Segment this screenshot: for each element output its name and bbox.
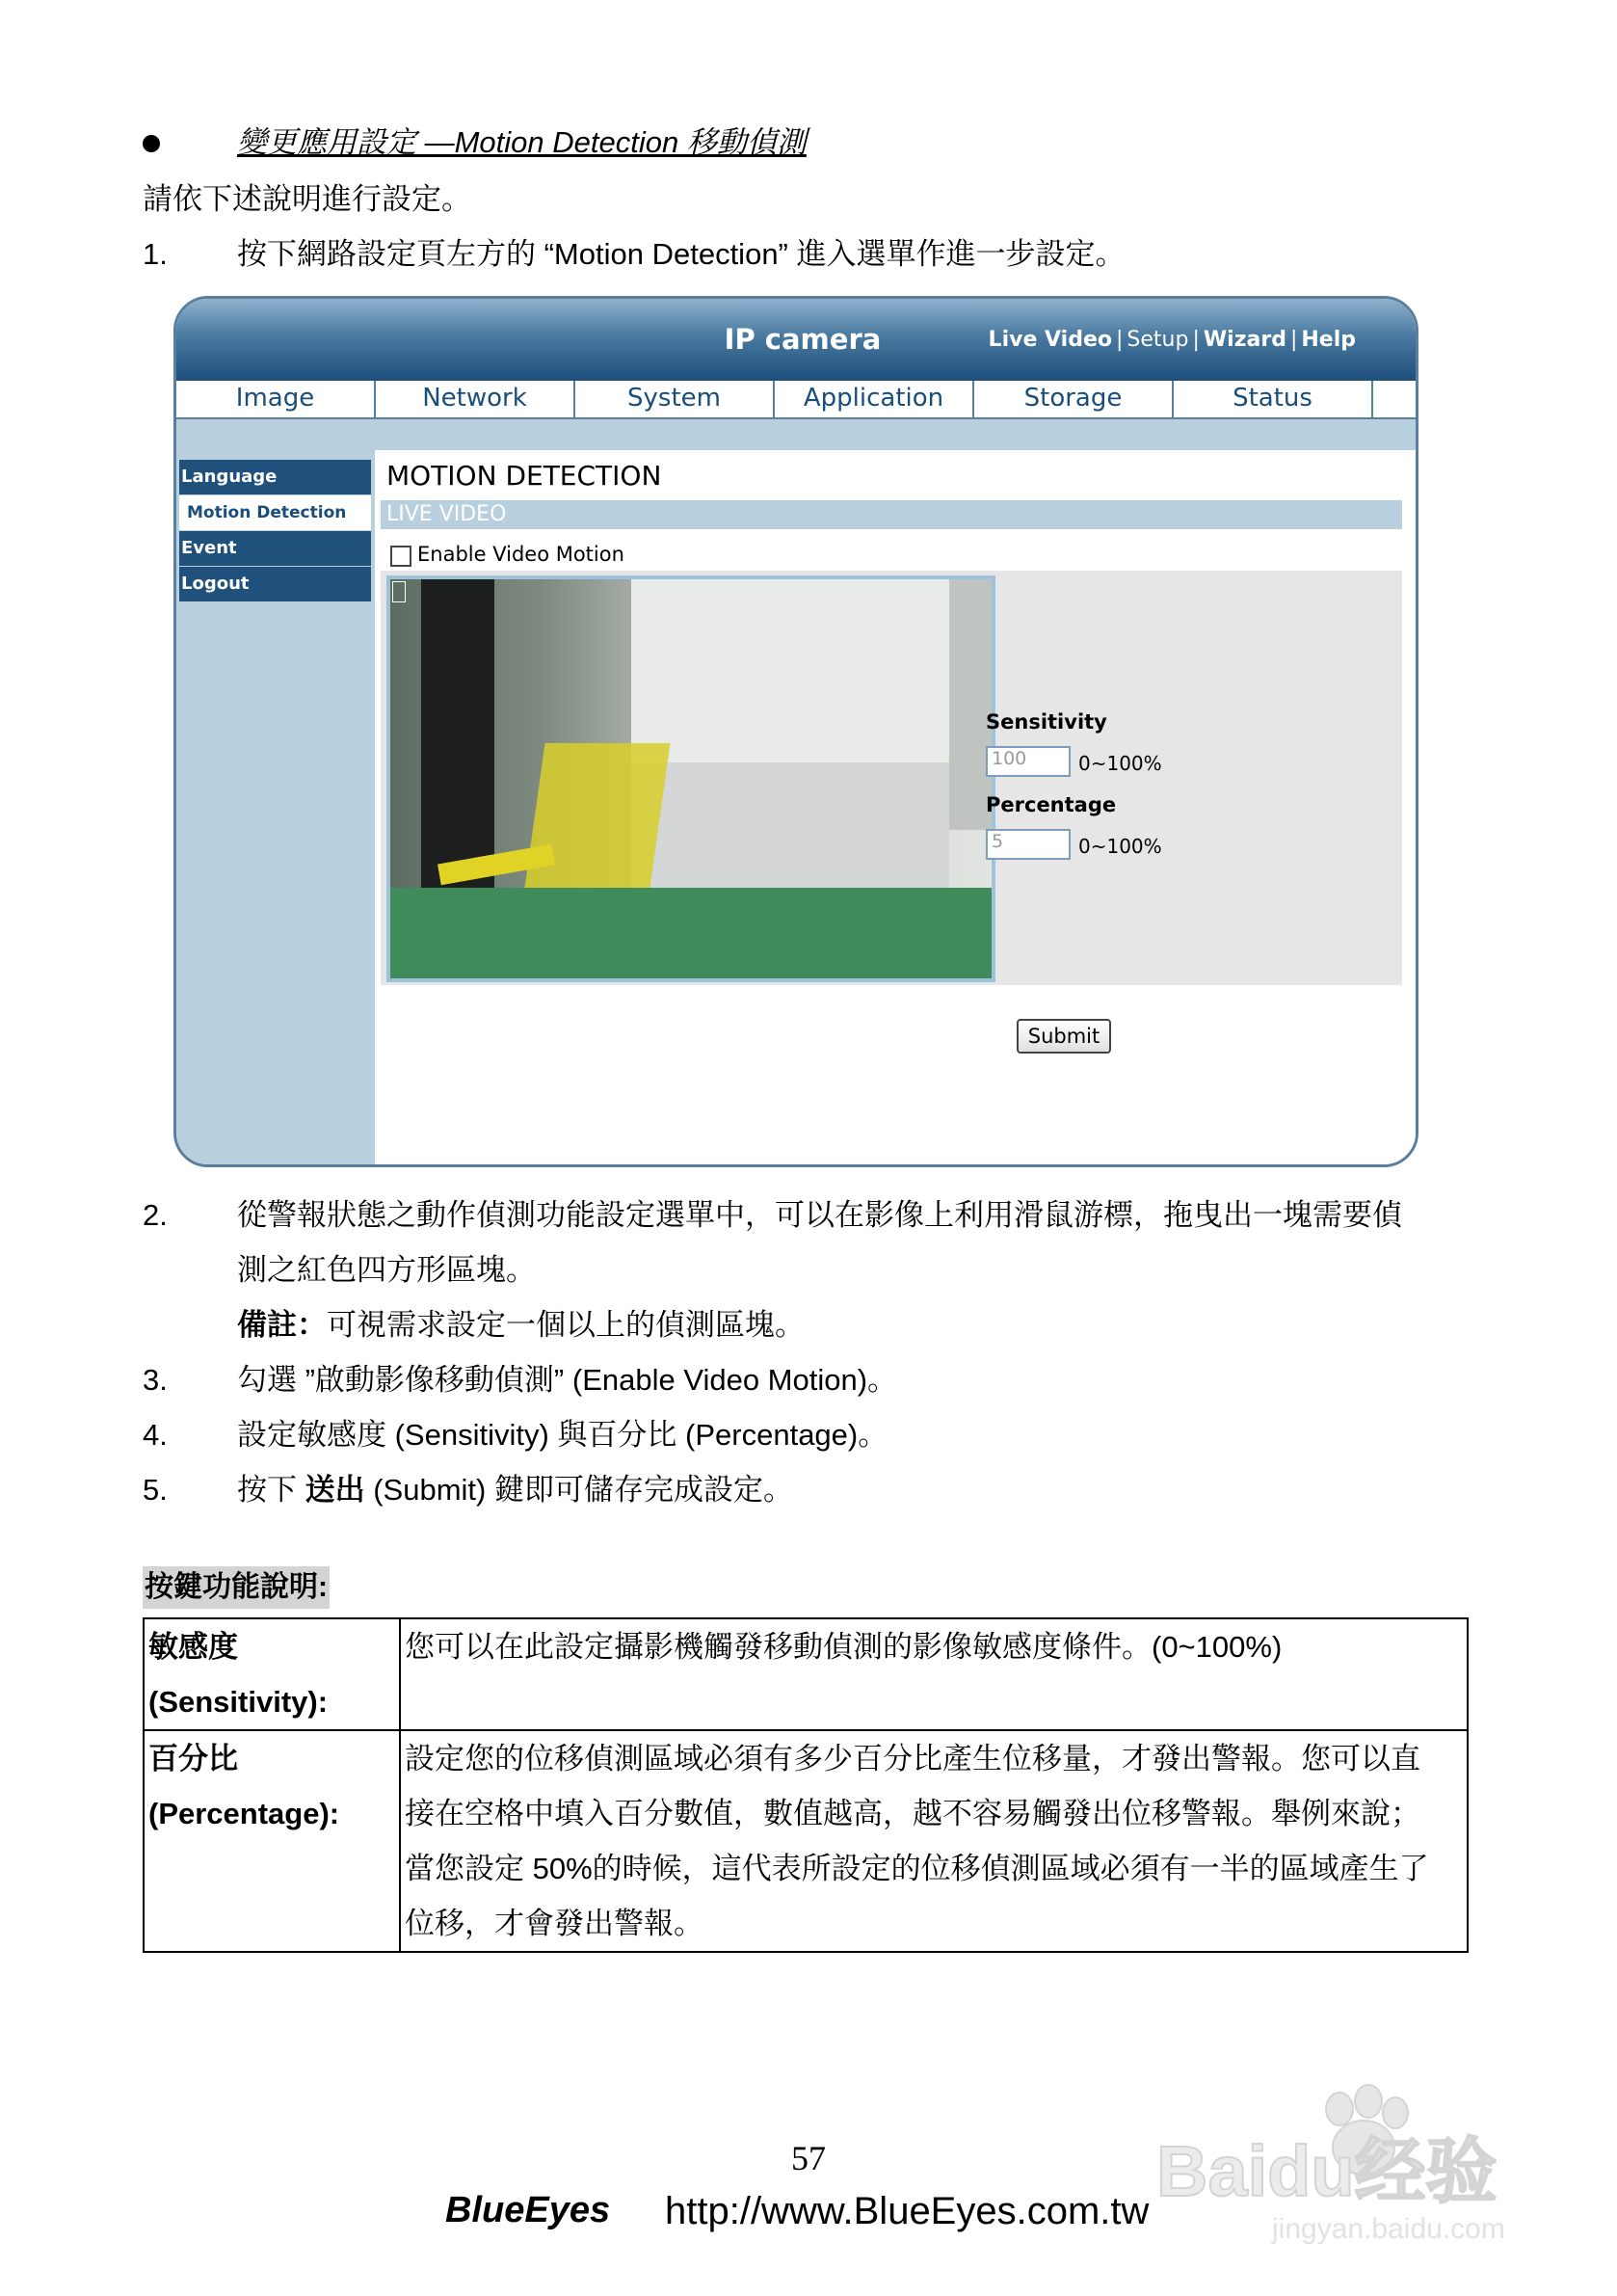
watermark-subtext: jingyan.baidu.com bbox=[1272, 2213, 1505, 2245]
key-english: (Sensitivity): bbox=[148, 1685, 329, 1719]
sidebar-item-language[interactable]: Language bbox=[179, 460, 371, 494]
desc-line: 接在空格中填入百分數值，數值越高，越不容易觸發出位移警報。舉例來說； bbox=[405, 1797, 1420, 1830]
intro-text: 請依下述說明進行設定。 bbox=[143, 182, 471, 216]
key-name: 百分比 bbox=[148, 1742, 238, 1775]
camera-main-panel bbox=[375, 450, 1416, 1164]
video-corner-marker bbox=[392, 581, 406, 602]
sidebar-item-event[interactable]: Event bbox=[179, 531, 371, 566]
enable-video-motion-label: Enable Video Motion bbox=[417, 543, 624, 566]
key-functions-table bbox=[143, 1617, 1469, 1953]
camera-title: IP camera bbox=[724, 323, 882, 356]
step-2-text-line1: 從警報狀態之動作偵測功能設定選單中，可以在影像上利用滑鼠游標，拖曳出一塊需要偵 bbox=[237, 1198, 1402, 1232]
submit-button[interactable]: Submit bbox=[1017, 1019, 1111, 1054]
tab-application[interactable]: Application bbox=[775, 381, 974, 417]
note-label: 備註： bbox=[237, 1308, 327, 1342]
sensitivity-label: Sensitivity bbox=[986, 710, 1107, 734]
step-4-text: 設定敏感度 (Sensitivity) 與百分比 (Percentage)。 bbox=[237, 1418, 888, 1452]
step-4-number: 4. bbox=[143, 1418, 168, 1452]
tab-status[interactable]: Status bbox=[1174, 381, 1373, 417]
video-wall-edge bbox=[949, 579, 992, 830]
step-2-note bbox=[237, 1297, 805, 1352]
note-text: 可視需求設定一個以上的偵測區塊。 bbox=[327, 1308, 805, 1342]
website-url: http://www.BlueEyes.com.tw bbox=[665, 2190, 1150, 2232]
brand-logo: BlueEyes bbox=[445, 2190, 611, 2230]
sensitivity-input[interactable]: 100 bbox=[986, 746, 1071, 777]
percentage-range: 0~100% bbox=[1078, 835, 1162, 858]
step-5-bold: 送出 bbox=[305, 1473, 365, 1507]
key-functions-title: 按鍵功能說明: bbox=[143, 1566, 330, 1609]
table-row bbox=[144, 1730, 1468, 1952]
tab-underline-strip bbox=[176, 419, 1416, 450]
table-desc-cell bbox=[400, 1730, 1468, 1952]
live-video-feed[interactable] bbox=[386, 575, 995, 982]
setup-link[interactable]: Setup bbox=[1127, 328, 1189, 352]
watermark-text: Baidu经验 bbox=[1156, 2131, 1498, 2211]
desc-line: 您可以在此設定攝影機觸發移動偵測的影像敏感度條件。(0~100%) bbox=[405, 1630, 1283, 1664]
live-video-link[interactable]: Live Video bbox=[988, 328, 1112, 352]
tab-system[interactable]: System bbox=[575, 381, 775, 417]
step-5-post: (Submit) 鍵即可儲存完成設定。 bbox=[364, 1473, 793, 1507]
sidebar-item-motion-detection[interactable]: Motion Detection bbox=[179, 495, 371, 530]
key-english: (Percentage): bbox=[148, 1797, 340, 1830]
video-green-surface bbox=[390, 888, 992, 978]
sidebar-item-logout[interactable]: Logout bbox=[179, 567, 371, 601]
step-3-number: 3. bbox=[143, 1363, 168, 1397]
step-1-text: 按下網路設定頁左方的 “Motion Detection” 進入選單作進一步設定。 bbox=[237, 237, 1126, 271]
step-5-pre: 按下 bbox=[237, 1473, 305, 1507]
step-2-text-line2: 測之紅色四方形區塊。 bbox=[237, 1253, 536, 1287]
camera-top-links: Live Video | Setup | Wizard | Help bbox=[988, 328, 1356, 352]
tab-image[interactable]: Image bbox=[176, 381, 376, 417]
section-heading: 變更應用設定 —Motion Detection 移動偵測 bbox=[237, 125, 807, 159]
desc-line: 當您設定 50%的時候，這代表所設定的位移偵測區域必須有一半的區域產生了 bbox=[405, 1852, 1429, 1885]
percentage-label: Percentage bbox=[986, 793, 1117, 816]
motion-detection-title: MOTION DETECTION bbox=[386, 460, 662, 492]
step-3-text: 勾選 ”啟動影像移動偵測” (Enable Video Motion)。 bbox=[237, 1363, 898, 1397]
enable-video-motion-checkbox[interactable] bbox=[390, 546, 411, 567]
live-video-bar bbox=[381, 500, 1402, 529]
page-number: 57 bbox=[791, 2139, 826, 2177]
bullet-dot bbox=[143, 135, 160, 152]
tab-network[interactable]: Network bbox=[376, 381, 575, 417]
baidu-watermark-logo bbox=[1147, 2072, 1532, 2246]
step-2-number: 2. bbox=[143, 1198, 168, 1232]
table-desc-cell bbox=[400, 1618, 1468, 1730]
video-paper bbox=[631, 762, 949, 907]
table-key-cell bbox=[144, 1618, 400, 1730]
desc-line: 設定您的位移偵測區域必須有多少百分比產生位移量，才發出警報。您可以直 bbox=[405, 1742, 1420, 1775]
live-video-label: LIVE VIDEO bbox=[386, 502, 507, 526]
tab-storage[interactable]: Storage bbox=[974, 381, 1174, 417]
key-name: 敏感度 bbox=[148, 1630, 238, 1664]
camera-ui-screenshot bbox=[173, 296, 1418, 1167]
step-5-number: 5. bbox=[143, 1473, 168, 1507]
table-row bbox=[144, 1618, 1468, 1730]
camera-sidebar bbox=[176, 450, 375, 1164]
sensitivity-range: 0~100% bbox=[1078, 752, 1162, 775]
step-1-number: 1. bbox=[143, 237, 168, 271]
percentage-input[interactable]: 5 bbox=[986, 829, 1071, 860]
desc-line: 位移，才會發出警報。 bbox=[405, 1907, 703, 1940]
video-dark-object bbox=[421, 579, 494, 888]
camera-tab-bar bbox=[176, 381, 1416, 419]
step-5-text bbox=[237, 1462, 793, 1517]
wizard-link[interactable]: Wizard bbox=[1203, 328, 1286, 352]
table-key-cell bbox=[144, 1730, 400, 1952]
help-link[interactable]: Help bbox=[1301, 328, 1356, 352]
video-whiteboard bbox=[631, 579, 992, 762]
